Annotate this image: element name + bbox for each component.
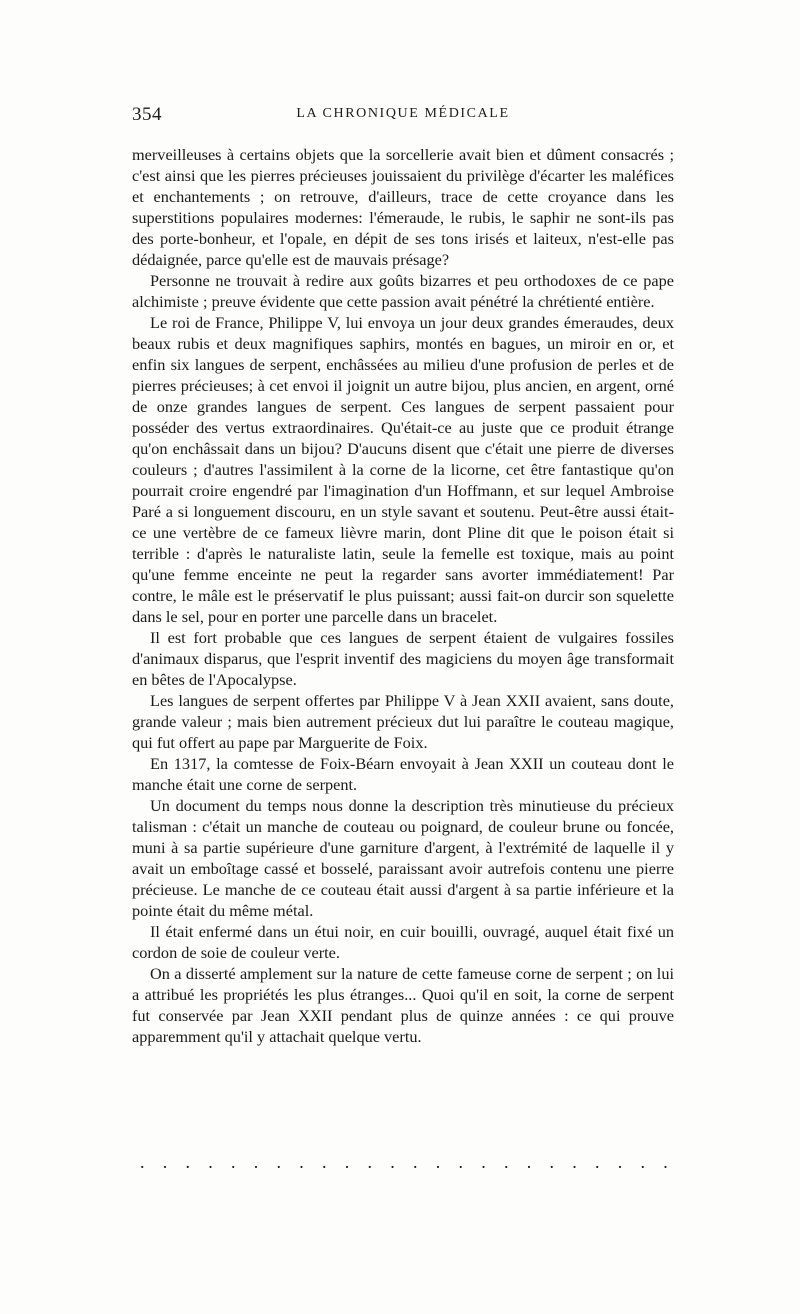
ellipsis-dot: . xyxy=(504,1152,509,1172)
paragraph-3: Le roi de France, Philippe V, lui envoya un jour deux grandes émeraudes, deux beaux rubis et deux magnifiques saphirs, montés en bagues, un miroir en or, et enfin six langues de serpent, enchâssées au milieu d'une profusion de perles et de pierres précieuses; à cet envoi il joignit un autre bijou, plus ancien, en argent, orné de onze grandes langues de serpent. Ces langues de serpent passaient pour posséder des vertus extraordinaires. Qu'était-ce au juste que ce produit étrange qu'on enchâssait dans un bijou? D'aucuns disent que c'était une pierre de diverses couleurs ; d'autres l'assimilent à la corne de la licorne, cet être fantastique qu'on pourrait croire engendré par l'imagination d'un Hoffmann, et sur lequel Ambroise Paré a si longuement discouru, en un style savant et soutenu. Peut-être aussi était-ce une vertèbre de ce fameux lièvre marin, dont Pline dit que le poison était si terrible : d'après le naturaliste latin, seule la femelle est toxique, mais au point qu'une femme enceinte ne peut la regarder sans avorter immédiatement! Par contre, le mâle est le préservatif le plus puissant; aussi fait-on durcir son squelette dans le sel, pour en porter une parcelle dans un bracelet. xyxy=(132,313,674,626)
ellipsis-dot: . xyxy=(572,1152,577,1172)
ellipsis-dot: . xyxy=(140,1152,145,1172)
ellipsis-dot: . xyxy=(481,1152,486,1172)
ellipsis-dot: . xyxy=(322,1152,327,1172)
ellipsis-dot: . xyxy=(435,1152,441,1172)
paragraph-9: On a disserté amplement sur la nature de cette fameuse corne de serpent ; on lui a attribué les propriétés les plus étranges... Quoi qu'il en soit, la corne de serpent fut conservée par Jean XXII pendant plus de quinze années : ce qui prouve apparemment qu'il y attachait quelque vertu. xyxy=(132,964,674,1046)
ellipsis-dot: . xyxy=(663,1152,668,1172)
ellipsis-dot: . xyxy=(231,1152,236,1172)
ellipsis-dot: . xyxy=(185,1152,190,1172)
paragraph-5: Les langues de serpent offertes par Philippe V à Jean XXII avaient, sans doute, grande valeur ; mais bien autrement précieux dut lui paraître le couteau magique, qui fut offert au pape par Marguerite de Foix. xyxy=(132,691,674,752)
paragraph-8: Il était enfermé dans un étui noir, en cuir bouilli, ouvragé, auquel était fixé un cordon de soie de couleur verte. xyxy=(132,922,674,962)
ellipsis-dot: . xyxy=(458,1152,463,1172)
ellipsis-dot: . xyxy=(344,1152,350,1172)
ellipsis-dot: . xyxy=(640,1152,645,1172)
ellipsis-dot: . xyxy=(276,1152,281,1172)
ellipsis-dot: . xyxy=(526,1152,532,1172)
ellipsis-dot: . xyxy=(299,1152,304,1172)
ellipsis-dot: . xyxy=(390,1152,395,1172)
ellipsis-dot: . xyxy=(595,1152,600,1172)
ellipsis-dot: . xyxy=(549,1152,554,1172)
page-header xyxy=(132,104,674,128)
ellipsis-dot: . xyxy=(208,1152,213,1172)
paragraph-2: Personne ne trouvait à redire aux goûts bizarres et peu orthodoxes de ce pape alchimiste ; preuve évidente que cette passion avait pénétré la chrétienté entière. xyxy=(132,271,674,311)
ellipsis-row xyxy=(140,1152,668,1173)
ellipsis-dot: . xyxy=(367,1152,372,1172)
ellipsis-dot: . xyxy=(617,1152,623,1172)
paragraph-7: Un document du temps nous donne la description très minutieuse du précieux talisman : c'était un manche de couteau ou poignard, de couleur brune ou foncée, muni à sa partie supérieure d'une garniture d'argent, à l'extrémité de laquelle il y avait un emboîtage cassé et bosselé, paraissant avoir autrefois contenu une pierre précieuse. Le manche de ce couteau était aussi d'argent à sa partie inférieure et la pointe était du même métal. xyxy=(132,796,674,920)
ellipsis-dot: . xyxy=(413,1152,418,1172)
paragraph-1: merveilleuses à certains objets que la sorcellerie avait bien et dûment consacrés ; c'est ainsi que les pierres précieuses jouissaient du privilège d'écarter les maléfices et enchantements ; on retrouve, d'ailleurs, trace de cette croyance dans les superstitions populaires modernes: l'émeraude, le rubis, le saphir ne sont-ils pas des porte-bonheur, et l'opale, en dépit de ses tons irisés et laiteux, n'est-elle pas dédaignée, parce qu'elle est de mauvais présage? xyxy=(132,145,674,269)
running-title: LA CHRONIQUE MÉDICALE xyxy=(296,106,510,121)
ellipsis-dot: . xyxy=(253,1152,259,1172)
page-number: 354 xyxy=(132,104,162,125)
body-text xyxy=(132,144,674,1047)
paragraph-6: En 1317, la comtesse de Foix-Béarn envoyait à Jean XXII un couteau dont le manche était une corne de serpent. xyxy=(132,754,674,794)
ellipsis-dot: . xyxy=(162,1152,168,1172)
paragraph-4: Il est fort probable que ces langues de serpent étaient de vulgaires fossiles d'animaux disparus, que l'esprit inventif des magiciens du moyen âge transformait en bêtes de l'Apocalypse. xyxy=(132,628,674,689)
